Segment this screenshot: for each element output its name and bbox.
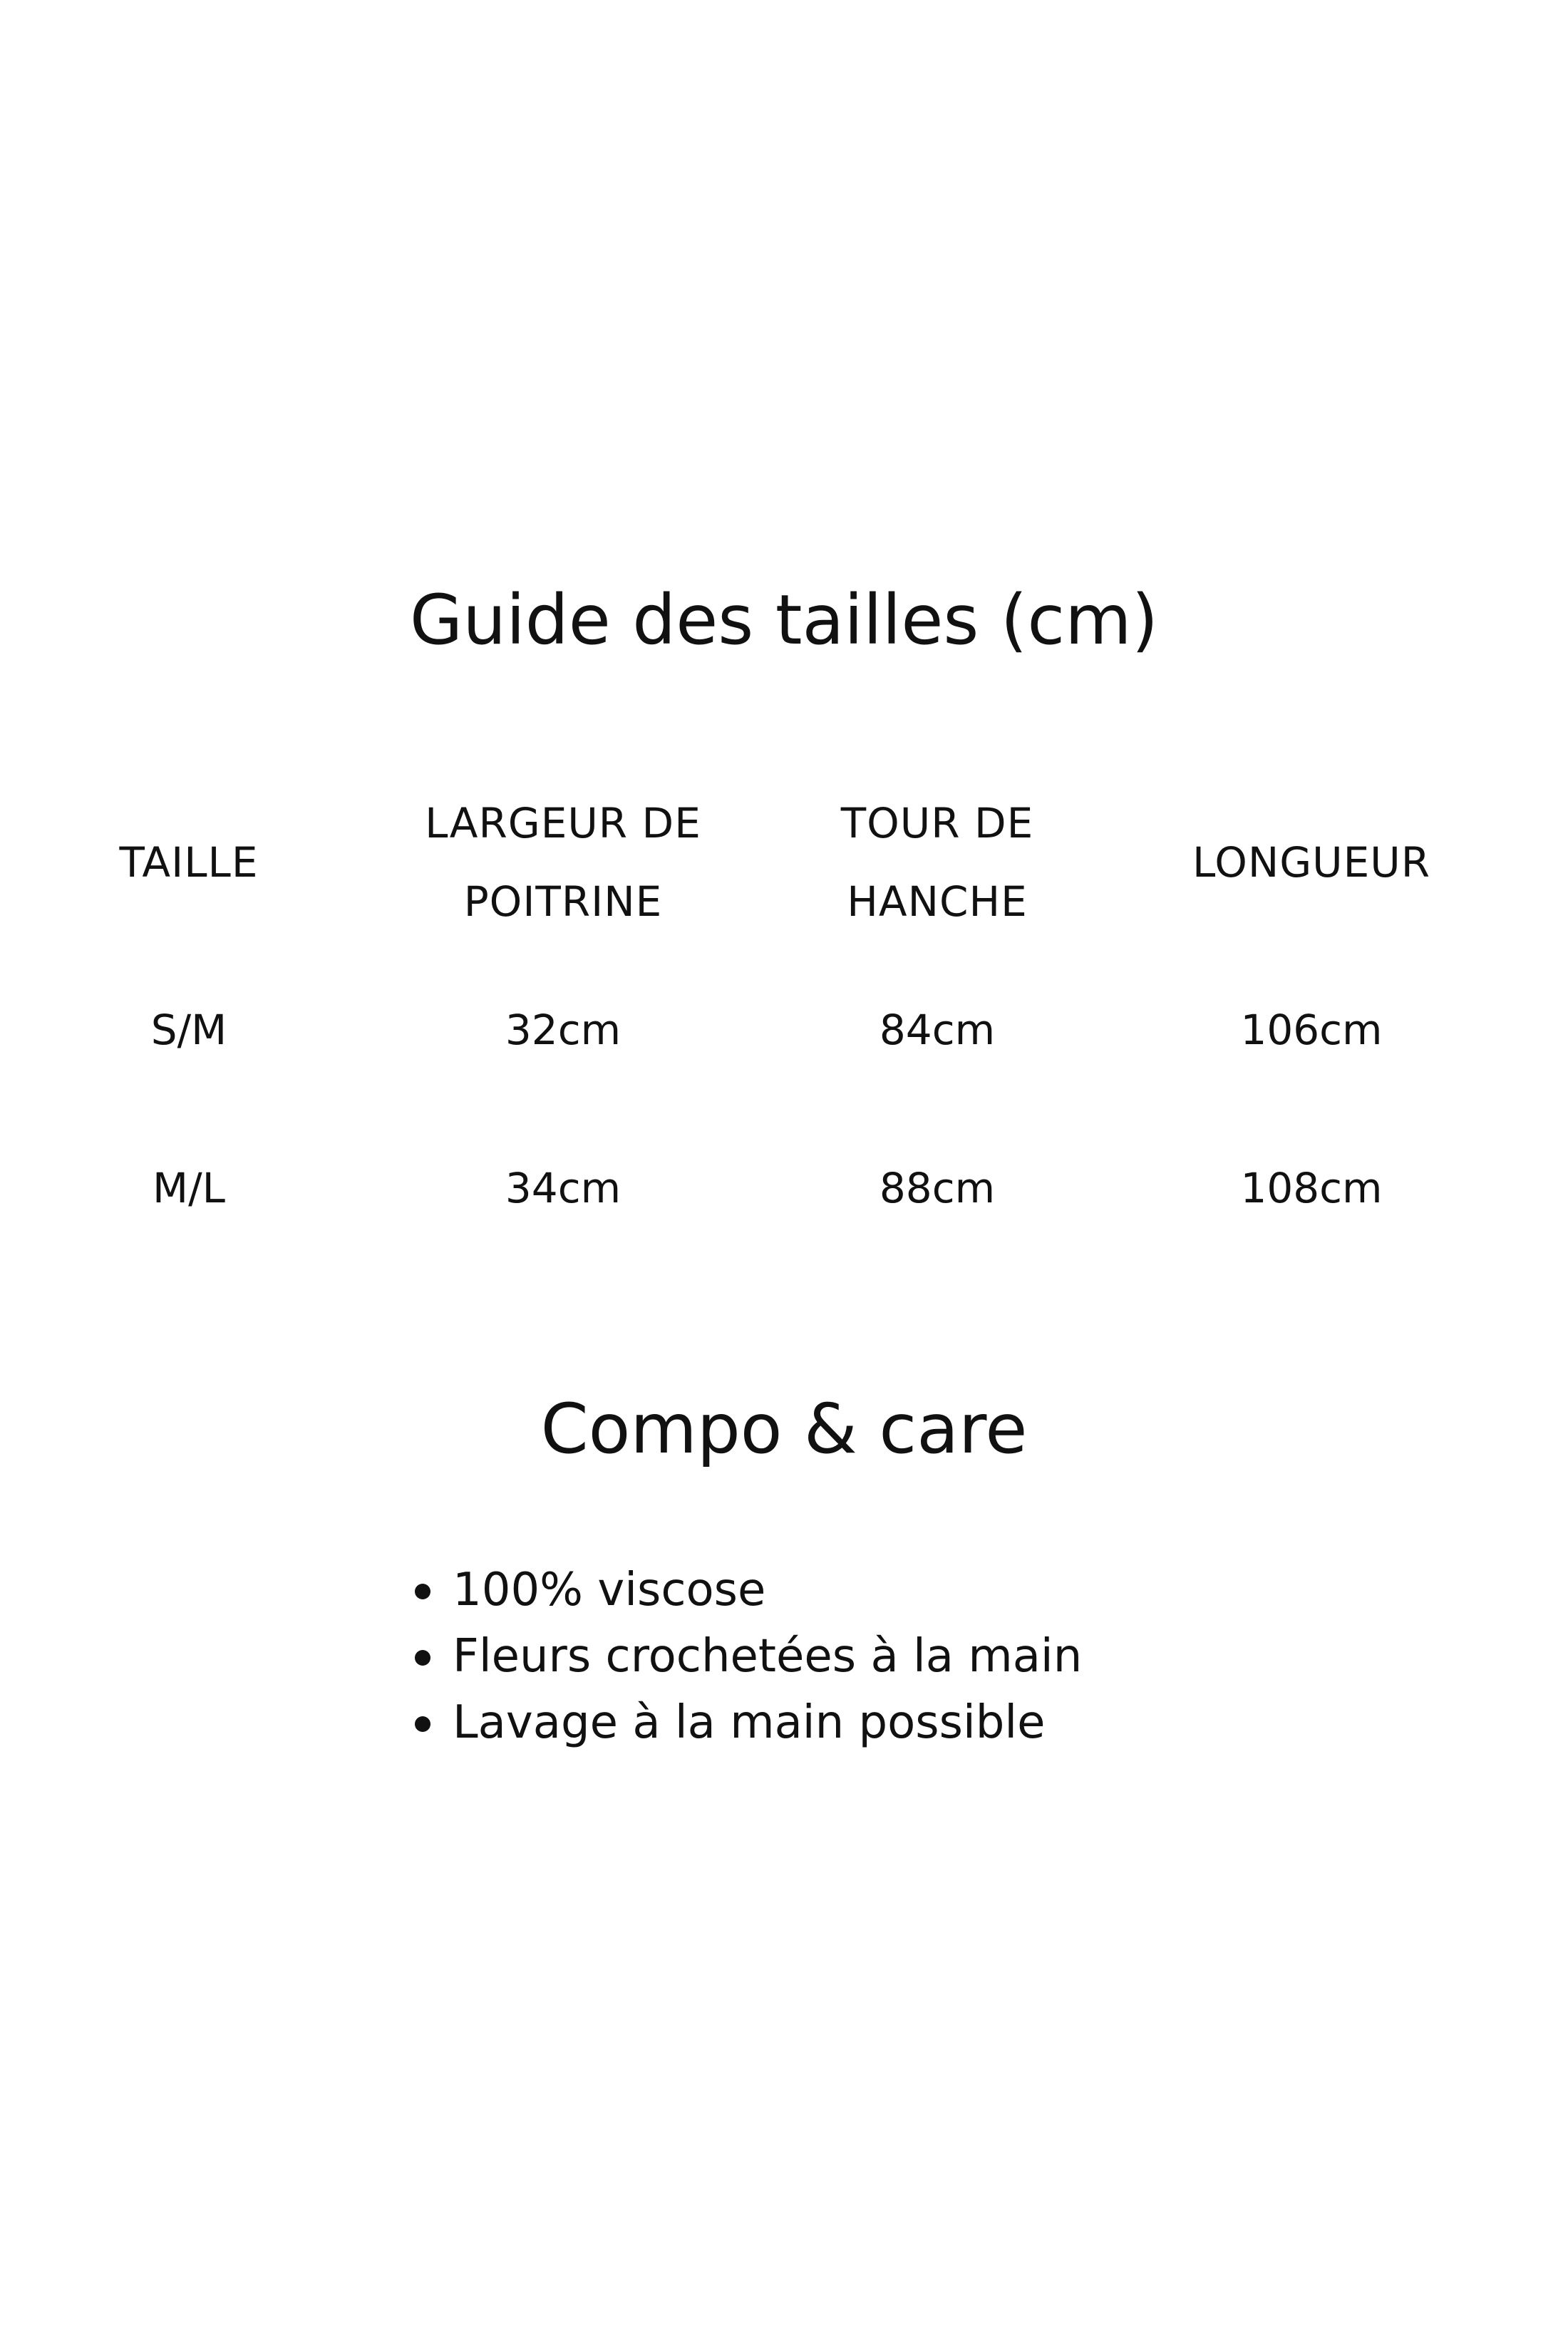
cell-size: S/M [150, 1006, 227, 1054]
header-longueur [1133, 823, 1490, 902]
bullet-icon [415, 1650, 430, 1666]
cell-largeur: 32cm [505, 1006, 621, 1054]
header-taille-label: TAILLE [119, 838, 259, 887]
header-taille [11, 823, 367, 902]
list-item [406, 1624, 1082, 1690]
bullet-icon [415, 1716, 430, 1732]
header-largeur-poitrine [385, 784, 741, 941]
cell-tour: 88cm [879, 1164, 996, 1212]
care-item-text: Fleurs crochetées à la main [453, 1630, 1083, 1683]
header-tour-line2: HANCHE [847, 877, 1028, 926]
cell-size: M/L [153, 1164, 225, 1212]
header-longueur-label: LONGUEUR [1192, 838, 1431, 887]
size-guide-title: Guide des tailles (cm) [409, 580, 1159, 660]
care-list [406, 1557, 1082, 1756]
cell-tour: 84cm [879, 1006, 996, 1054]
list-item [406, 1690, 1082, 1756]
header-largeur-line1: LARGEUR DE [425, 799, 701, 847]
cell-longueur: 106cm [1240, 1006, 1383, 1054]
care-title: Compo & care [540, 1389, 1028, 1469]
cell-largeur: 34cm [505, 1164, 621, 1212]
header-tour-line1: TOUR DE [840, 799, 1034, 847]
care-item-text: Lavage à la main possible [453, 1696, 1046, 1749]
header-tour-hanche [759, 784, 1115, 941]
list-item [406, 1557, 1082, 1624]
bullet-icon [415, 1584, 430, 1599]
header-largeur-line2: POITRINE [463, 877, 663, 926]
cell-longueur: 108cm [1240, 1164, 1383, 1212]
care-item-text: 100% viscose [453, 1564, 766, 1616]
